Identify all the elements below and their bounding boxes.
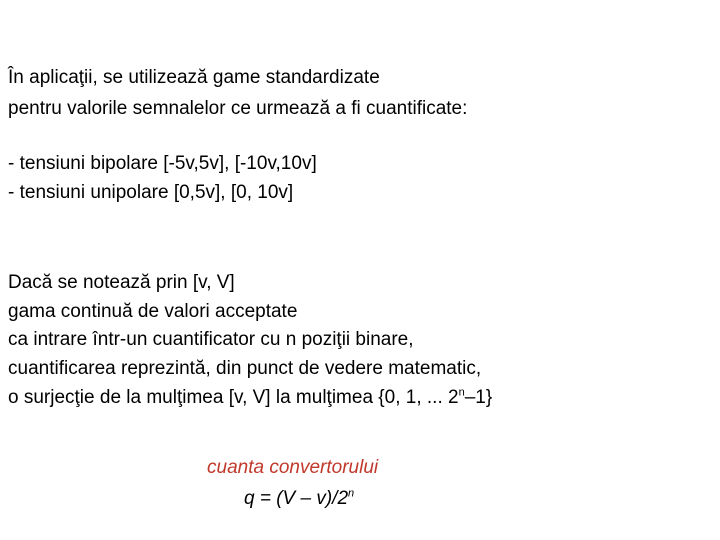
formula-expression (244, 487, 354, 510)
definition-line-2: gama continuă de valori acceptate (8, 301, 298, 322)
definition-line-3: ca intrare într-un cuantificator cu n poziţii binare, (8, 329, 414, 350)
formula-expression-superscript: n (348, 487, 355, 500)
definition-line-5-text: o surjecţie de la mulţimea [v, V] la mulţimea {0, 1, ... 2 (8, 387, 459, 408)
definition-line-4: cuantificarea reprezintă, din punct de vedere matematic, (8, 358, 482, 379)
range-unipolar: - tensiuni unipolare [0,5v], [0, 10v] (8, 182, 294, 203)
definition-line-5-superscript: n (458, 386, 465, 399)
formula-expression-text: q = (V – v)/2 (244, 488, 349, 509)
definition-line-5-tail: –1} (464, 387, 493, 408)
definition-line-5 (8, 386, 492, 409)
formula-label: cuanta convertorului (207, 457, 379, 478)
intro-line-1: În aplicaţii, se utilizează game standardizate (8, 67, 380, 88)
intro-line-2: pentru valorile semnalelor ce urmează a fi cuantificate: (8, 98, 468, 119)
range-bipolar: - tensiuni bipolare [-5v,5v], [-10v,10v] (8, 153, 317, 174)
definition-line-1: Dacă se notează prin [v, V] (8, 272, 235, 293)
